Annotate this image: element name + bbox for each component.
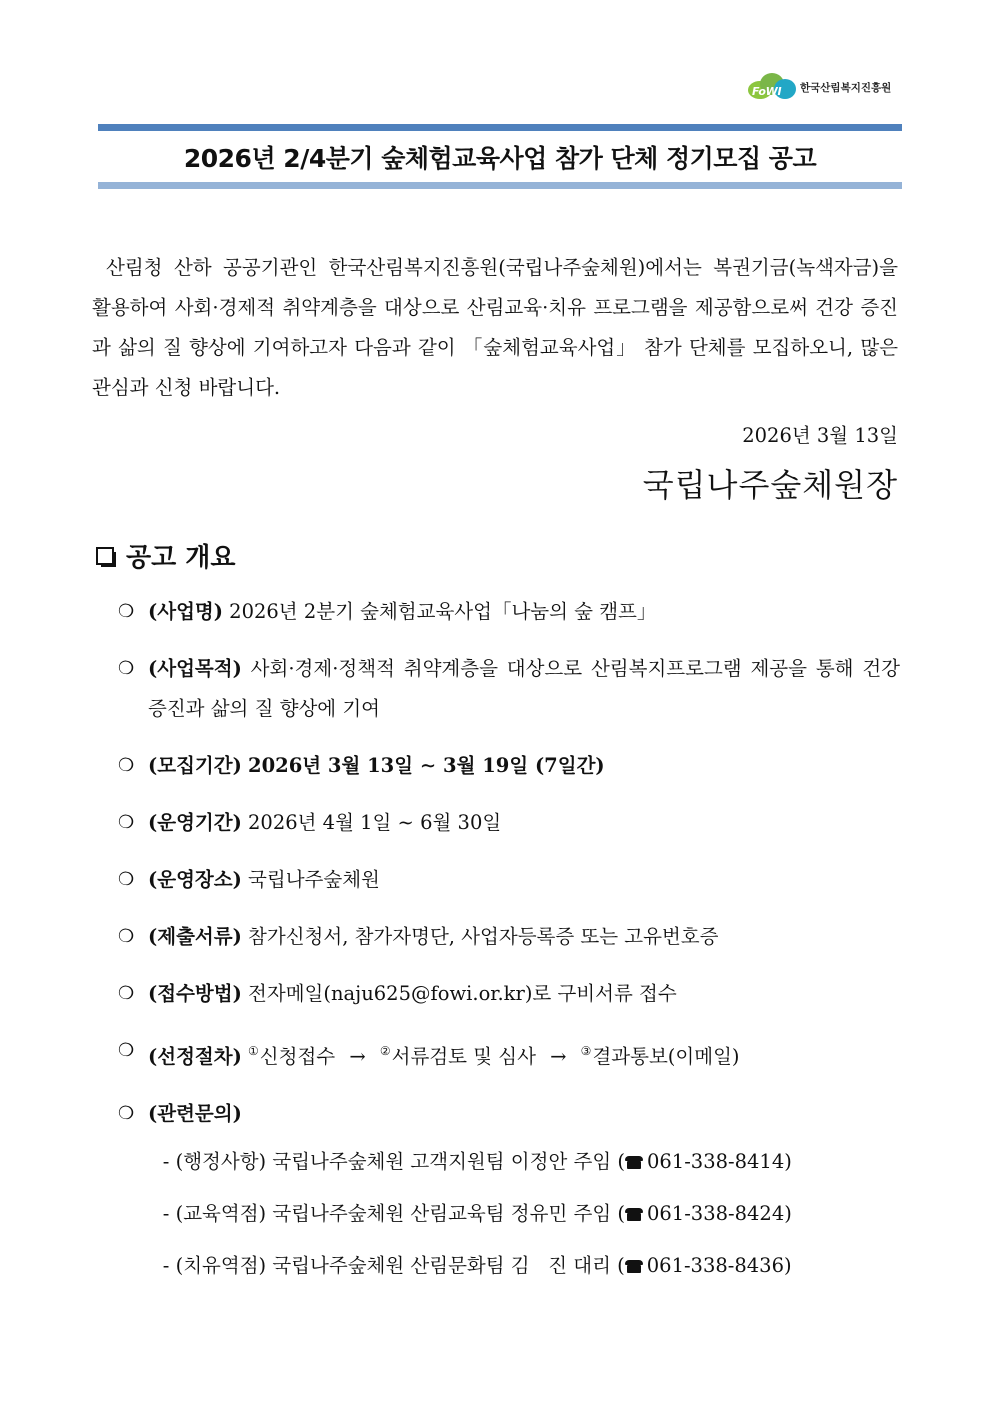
contact-phone: 061-338-8436) <box>646 1254 792 1277</box>
intro-block <box>92 248 898 408</box>
contact-text: - (치유역점) 국립나주숲체원 산림문화팀 김 진 대리 ( <box>162 1254 625 1277</box>
circle-bullet-icon: ❍ <box>118 1040 135 1061</box>
title-bottom-rule <box>98 182 902 189</box>
signer-name: 국립나주숲체원장 <box>642 466 898 504</box>
item-value: 2026년 3월 13일 ∼ 3월 19일 (7일간) <box>248 754 605 777</box>
checkbox-square-icon <box>96 547 114 565</box>
item-label: (운영장소) <box>148 868 242 891</box>
circle-bullet-icon: ❍ <box>118 812 135 833</box>
item-value: 사회·경제·정책적 취약계층을 대상으로 산림복지프로그램 제공을 통해 건강증진과 삶의 질 향상에 기여 <box>148 657 900 720</box>
contact-list <box>138 1102 792 1277</box>
item-value: 참가신청서, 참가자명단, 사업자등록증 또는 고유번호증 <box>248 925 719 948</box>
contact-phone: 061-338-8424) <box>646 1202 792 1225</box>
contact-phone: 061-338-8414) <box>646 1150 792 1173</box>
circle-bullet-icon: ❍ <box>118 926 135 947</box>
circle-bullet-icon: ❍ <box>118 1103 135 1124</box>
overview-list <box>118 592 900 1151</box>
intro-paragraph: 산림청 산하 공공기관인 한국산림복지진흥원(국립나주숲체원)에서는 복권기금(녹색자금)을 활용하여 사회·경제적 취약계층을 대상으로 산림교육·치유 프로그램을 제공함으로써 건강 증진과 삶의 질 향상에 기여하고자 다음과 같이 「숲체험교육사업」 참가 단체를 모집하오니, 많은 관심과 신청 바랍니다. <box>92 256 898 399</box>
item-label: (사업목적) <box>148 657 242 680</box>
item-label: (접수방법) <box>148 982 242 1005</box>
circle-bullet-icon: ❍ <box>118 601 135 622</box>
contact-text: - (행정사항) 국립나주숲체원 고객지원팀 이정안 주임 ( <box>162 1150 625 1173</box>
arrow-right-icon: → <box>349 1045 366 1068</box>
item-recruitment-period <box>118 746 900 786</box>
circle-bullet-icon: ❍ <box>118 983 135 1004</box>
step-text: 서류검토 및 심사 <box>391 1045 536 1068</box>
arrow-right-icon: → <box>550 1045 567 1068</box>
item-label: (운영기간) <box>148 811 242 834</box>
item-label: (모집기간) <box>148 754 242 777</box>
item-label: (제출서류) <box>148 925 242 948</box>
item-label: (관련문의) <box>148 1102 242 1125</box>
telephone-icon <box>625 1208 643 1221</box>
fowi-logo-icon: FoWI <box>748 73 796 101</box>
telephone-icon <box>625 1260 643 1273</box>
fowi-logo <box>748 72 891 102</box>
step-number: ① <box>248 1044 259 1058</box>
item-submission-method <box>118 974 900 1014</box>
section-heading <box>96 537 236 574</box>
announcement-date: 2026년 3월 13일 <box>742 424 898 447</box>
section-heading-text: 공고 개요 <box>126 543 236 573</box>
step-number: ② <box>379 1044 391 1058</box>
item-business-name <box>118 592 900 632</box>
circle-bullet-icon: ❍ <box>118 658 135 679</box>
item-selection-process <box>118 1031 900 1077</box>
item-label: (선정절차) <box>148 1045 242 1068</box>
contact-row <box>138 1102 792 1173</box>
circle-bullet-icon: ❍ <box>118 755 135 776</box>
step-text: 결과통보(이메일) <box>592 1045 740 1068</box>
page-title: 2026년 2/4분기 숲체험교육사업 참가 단체 정기모집 공고 <box>183 143 817 173</box>
item-business-purpose <box>118 649 900 729</box>
item-value: 2026년 2분기 숲체험교육사업「나눔의 숲 캠프」 <box>229 600 657 623</box>
contact-text: - (교육역점) 국립나주숲체원 산림교육팀 정유민 주임 ( <box>162 1202 625 1225</box>
item-label: (사업명) <box>148 600 223 623</box>
circle-bullet-icon: ❍ <box>118 869 135 890</box>
step-number: ③ <box>580 1044 592 1058</box>
telephone-icon <box>625 1156 643 1169</box>
item-value: 전자메일(naju625@fowi.or.kr)로 구비서류 접수 <box>248 982 677 1005</box>
item-documents <box>118 917 900 957</box>
step-text: 신청접수 <box>259 1045 336 1068</box>
item-operation-place <box>118 860 900 900</box>
title-top-rule <box>98 124 902 131</box>
item-operation-period <box>118 803 900 843</box>
item-value: 2026년 4월 1일 ∼ 6월 30일 <box>248 811 502 834</box>
organization-name: 한국산림복지진흥원 <box>800 81 892 94</box>
item-value: 국립나주숲체원 <box>248 868 380 891</box>
